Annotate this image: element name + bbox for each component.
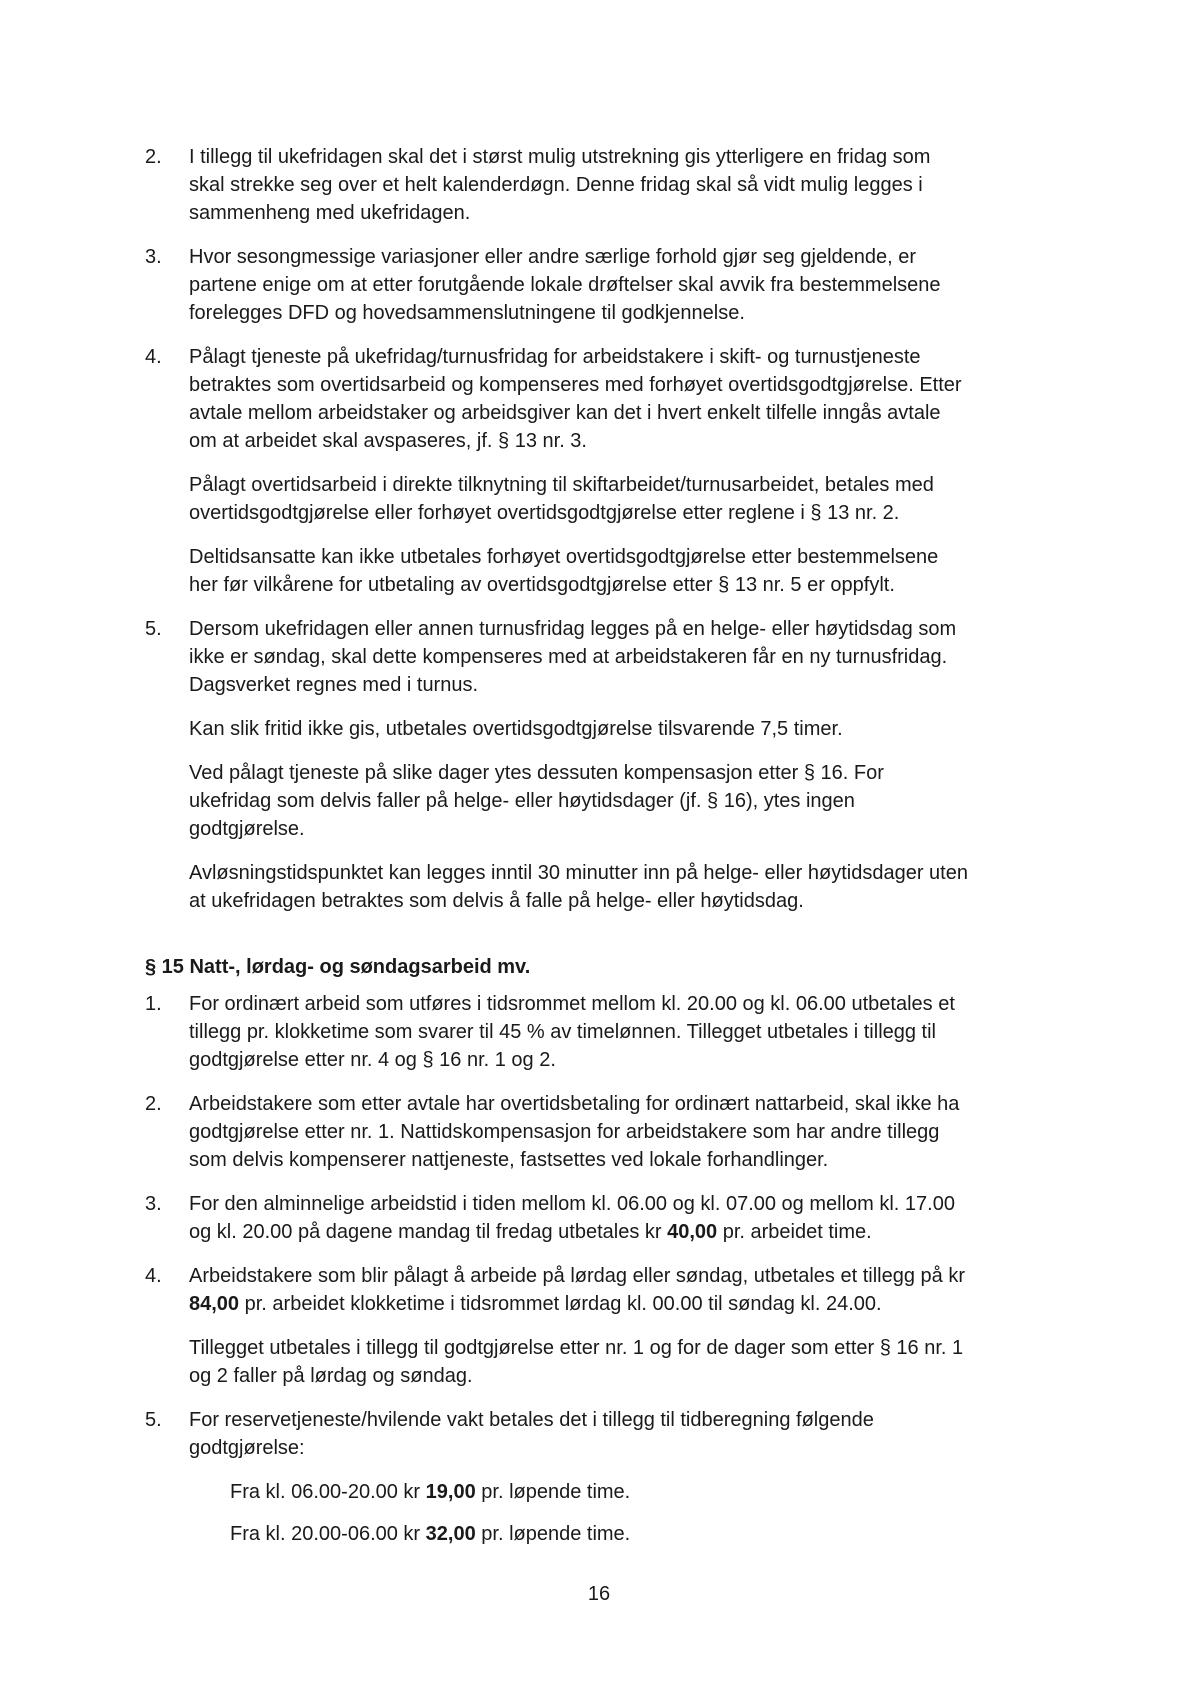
item-number: 3. <box>145 246 162 268</box>
item-text-line <box>189 1220 872 1244</box>
amount-value: 32,00 <box>425 1523 476 1545</box>
item-text-line: Dagsverket regnes med i turnus. <box>189 674 479 696</box>
item-text-line: Pålagt overtidsarbeid i direkte tilknytning til skiftarbeidet/turnusarbeidet, betales med <box>189 474 934 496</box>
item-text-line: sammenheng med ukefridagen. <box>189 202 471 224</box>
item-number: 1. <box>145 993 162 1015</box>
item-text-line: Hvor sesongmessige variasjoner eller andre særlige forhold gjør seg gjeldende, er <box>189 246 917 268</box>
item-text-line: Avløsningstidspunktet kan legges inntil 30 minutter inn på helge- eller høytidsdager uten <box>189 862 968 884</box>
item-text-line: Dersom ukefridagen eller annen turnusfridag legges på en helge- eller høytidsdag som <box>189 618 957 640</box>
item-text-line: om at arbeidet skal avspaseres, jf. § 13 nr. 3. <box>189 430 587 452</box>
amount-value: 84,00 <box>189 1293 240 1315</box>
rate-line <box>230 1522 630 1546</box>
item-number: 2. <box>145 146 162 168</box>
item-text-line: Pålagt tjeneste på ukefridag/turnusfridag for arbeidstakere i skift- og turnustjeneste <box>189 346 921 368</box>
item-text-line: forelegges DFD og hovedsammenslutningene til godkjennelse. <box>189 302 745 324</box>
item-text-line: godtgjørelse etter nr. 1. Nattidskompensasjon for arbeidstakere som har andre tillegg <box>189 1121 940 1143</box>
item-text-line: For ordinært arbeid som utføres i tidsrommet mellom kl. 20.00 og kl. 06.00 utbetales et <box>189 993 955 1015</box>
item-text-line: som delvis kompenserer nattjeneste, fastsettes ved lokale forhandlinger. <box>189 1149 829 1171</box>
amount-value: 19,00 <box>425 1481 476 1503</box>
item-number: 3. <box>145 1193 162 1215</box>
item-text-line: avtale mellom arbeidstaker og arbeidsgiver kan det i hvert enkelt tilfelle inngås avtale <box>189 402 941 424</box>
item-text-line: Ved pålagt tjeneste på slike dager ytes dessuten kompensasjon etter § 16. For <box>189 762 884 784</box>
item-text-line: skal strekke seg over et helt kalenderdøgn. Denne fridag skal så vidt mulig legges i <box>189 174 923 196</box>
item-number: 5. <box>145 618 162 640</box>
amount-value: 40,00 <box>667 1221 718 1243</box>
item-text-line: godtgjørelse. <box>189 818 305 840</box>
text-run: pr. løpende time. <box>475 1481 631 1503</box>
item-text-line: For den alminnelige arbeidstid i tiden mellom kl. 06.00 og kl. 07.00 og mellom kl. 17.00 <box>189 1193 955 1215</box>
text-run: pr. løpende time. <box>475 1523 631 1545</box>
item-text-line: godtgjørelse: <box>189 1437 305 1459</box>
item-text-line: partene enige om at etter forutgående lokale drøftelser skal avvik fra bestemmelsene <box>189 274 941 296</box>
page-number: 16 <box>587 1583 611 1605</box>
item-number: 4. <box>145 1265 162 1287</box>
item-text-line: I tillegg til ukefridagen skal det i størst mulig utstrekning gis ytterligere en fridag som <box>189 146 931 168</box>
text-run: Fra kl. 06.00-20.00 kr <box>230 1481 426 1503</box>
item-text-line: Kan slik fritid ikke gis, utbetales overtidsgodtgjørelse tilsvarende 7,5 timer. <box>189 718 843 740</box>
item-text-line: ukefridag som delvis faller på helge- eller høytidsdager (jf. § 16), ytes ingen <box>189 790 855 812</box>
text-run: pr. arbeidet klokketime i tidsrommet lørdag kl. 00.00 til søndag kl. 24.00. <box>239 1293 882 1315</box>
item-number: 4. <box>145 346 162 368</box>
item-text-line: tillegg pr. klokketime som svarer til 45 % av timelønnen. Tillegget utbetales i tillegg til <box>189 1021 937 1043</box>
item-text-line: at ukefridagen betraktes som delvis å falle på helge- eller høytidsdag. <box>189 890 804 912</box>
item-text-line: Arbeidstakere som etter avtale har overtidsbetaling for ordinært nattarbeid, skal ikke ha <box>189 1093 960 1115</box>
item-text-line: Deltidsansatte kan ikke utbetales forhøyet overtidsgodtgjørelse etter bestemmelsene <box>189 546 939 568</box>
item-text-line: og 2 faller på lørdag og søndag. <box>189 1365 473 1387</box>
item-text-line: Arbeidstakere som blir pålagt å arbeide på lørdag eller søndag, utbetales et tillegg på kr <box>189 1265 965 1287</box>
item-text-line: overtidsgodtgjørelse eller forhøyet overtidsgodtgjørelse etter reglene i § 13 nr. 2. <box>189 502 900 524</box>
text-run: Fra kl. 20.00-06.00 kr <box>230 1523 426 1545</box>
text-run: pr. arbeidet time. <box>717 1221 872 1243</box>
rate-line <box>230 1480 630 1504</box>
item-text-line: ikke er søndag, skal dette kompenseres med at arbeidstakeren får en ny turnusfridag. <box>189 646 948 668</box>
item-number: 2. <box>145 1093 162 1115</box>
section-heading: § 15 Natt-, lørdag- og søndagsarbeid mv. <box>145 956 531 978</box>
text-run: og kl. 20.00 på dagene mandag til fredag utbetales kr <box>189 1221 668 1243</box>
item-text-line: Tillegget utbetales i tillegg til godtgjørelse etter nr. 1 og for de dager som etter § 16 nr. 1 <box>189 1337 964 1359</box>
item-text-line: godtgjørelse etter nr. 4 og § 16 nr. 1 og 2. <box>189 1049 556 1071</box>
item-number: 5. <box>145 1409 162 1431</box>
item-text-line: betraktes som overtidsarbeid og kompenseres med forhøyet overtidsgodtgjørelse. Etter <box>189 374 962 396</box>
item-text-line: For reservetjeneste/hvilende vakt betales det i tillegg til tidberegning følgende <box>189 1409 874 1431</box>
item-text-line <box>189 1292 882 1316</box>
item-text-line: her før vilkårene for utbetaling av overtidsgodtgjørelse etter § 13 nr. 5 er oppfylt. <box>189 574 895 596</box>
